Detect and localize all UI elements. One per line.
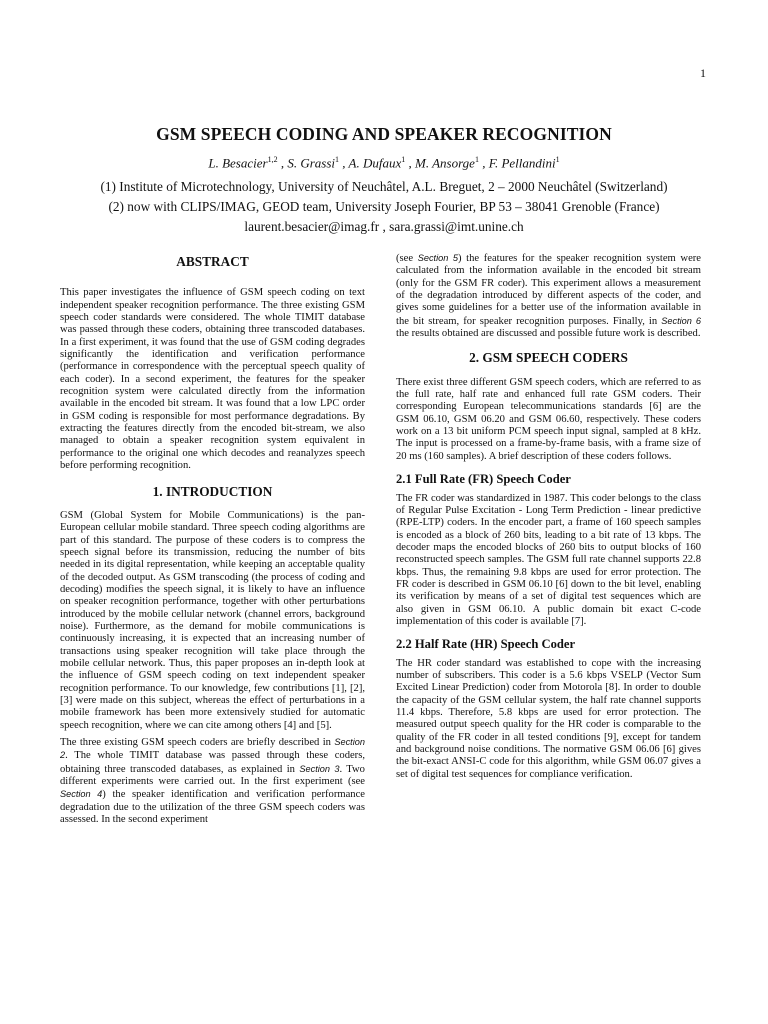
section-reference: Section 2 xyxy=(60,737,365,761)
gsm-coders-heading: 2. GSM SPEECH CODERS xyxy=(469,350,628,366)
author-separator: , xyxy=(277,155,288,171)
author-name: M. Ansorge xyxy=(415,155,475,171)
author-name: A. Dufaux xyxy=(348,155,402,171)
author-name: F. Pellandini xyxy=(488,155,556,171)
author-name: S. Grassi xyxy=(287,155,336,171)
page-number: 1 xyxy=(700,66,706,80)
text-run: ) the features for the speaker recognition system were calculated from the information available in the encoded bit stream (only for the GSM FR coder). This experiment allows a measurement of the degradation introduced by different aspects of the coder, and gives some guidelines for a better use of the information available in the bit stream, for speaker recognition purposes. Finally, in xyxy=(396,253,701,327)
gsm-coders-text: There exist three different GSM speech coders, which are referred to as the full rate, half rate and enhanced full rate GSM coders. Their corresponding European telecommunications standards [6] are the GSM 06.10, GSM 06.20 and GSM 06.60, respectively. These coders work on a 13 bit uniform PCM speech input signal, sampled at 8 kHz. The input is processed on a frame-by-frame basis, with a frame size of 20 ms (160 samples). A brief description of these coders follows. xyxy=(396,376,701,462)
right-column xyxy=(396,252,701,785)
text-run: the results obtained are discussed and possible future work is described. xyxy=(396,328,701,340)
abstract-heading: ABSTRACT xyxy=(176,254,249,269)
author-emails: laurent.besacier@imag.fr , sara.grassi@imt.unine.ch xyxy=(244,219,524,234)
half-rate-heading: 2.2 Half Rate (HR) Speech Coder xyxy=(396,637,576,652)
text-run: The three existing GSM speech coders are briefly described in xyxy=(60,737,335,749)
full-rate-heading: 2.1 Full Rate (FR) Speech Coder xyxy=(396,472,571,487)
section-reference: Section 6 xyxy=(661,315,701,326)
text-run: ) the speaker identification and verification performance degradation due to the utilization of the three GSM speech coders was assessed. In the second experiment xyxy=(60,789,365,826)
text-run: . Two different experiments were carried out. In the first experiment (see xyxy=(60,763,365,788)
author-affiliation-mark: 1 xyxy=(335,155,340,164)
abstract-text: This paper investigates the influence of GSM speech coding on text independent speaker recognition performance. The three existing GSM speech coder standards were considered. The whole TIMIT database was passed through these coders, obtaining three transcoded databases. In a first experiment, it was found that the use of GSM coding degrades significantly the identification and verification performance (performance in correspondence with the perceptual speech quality of each coder). In a second experiment, the features for the speaker recognition system were calculated directly from the information available in the encoded bit stream. It was found that a low LPC order in GSM coding is responsible for most performance degradations. By extracting the features directly from the encoded bit-stream, we also managed to obtain a speaker recognition system equivalent in performance to the original one which decodes and reanalyzes speech before performing recognition. xyxy=(60,287,365,472)
author-name: L. Besacier xyxy=(208,155,268,171)
author-affiliation-mark: 1,2 xyxy=(267,155,278,164)
author-affiliation-mark: 1 xyxy=(555,155,560,164)
paper-title: GSM SPEECH CODING AND SPEAKER RECOGNITION xyxy=(156,124,612,144)
author-list xyxy=(0,155,768,171)
section-reference: Section 5 xyxy=(417,253,458,263)
full-rate-text: The FR coder was standardized in 1987. This coder belongs to the class of Regular Pulse Excitation - Long Term Prediction - linear predictive (RPE-LTP) coders. In the encoder part, a frame of 160 speech samples is encoded as a block of 260 bits, leading to a bit rate of 13 kbps. The decoder maps the encoded blocks of 260 bits to output blocks of 160 reconstructed speech samples. The GSM full rate channel supports 22.8 kbps. Thus, the remaining 9.8 kbps are used for error protection. The FR coder is described in GSM 06.10 [6] down to the bit level, enabling its verification by means of a set of digital test sequences which are also given in GSM 06.10. A public domain bit exact C-code implementation of this coder is available [7]. xyxy=(396,492,701,627)
author-separator: , xyxy=(478,155,489,171)
section-reference: Section 4 xyxy=(60,789,103,800)
text-run: (see xyxy=(396,253,418,264)
author-separator: , xyxy=(339,155,349,171)
section-reference: Section 3 xyxy=(299,763,340,774)
affiliation-1: (1) Institute of Microtechnology, University of Neuchâtel, A.L. Breguet, 2 – 2000 Neuchâtel (Switzerland) xyxy=(100,179,668,194)
introduction-paragraph-2 xyxy=(60,736,365,826)
author-affiliation-mark: 1 xyxy=(474,155,479,164)
introduction-paragraph-1: GSM (Global System for Mobile Communications) is the pan-European cellular mobile standard. Three speech coding algorithms are part of this standard. The purpose of these coders is to compress the speech signal before its transmission, reducing the number of bits needed in its digital representation, while keeping an acceptable quality of the decoded output. As GSM transcoding (the process of coding and decoding) modifies the speech signal, it is likely to have an influence on speaker recognition performance, together with other perturbations introduced by the mobile cellular network (channel errors, background noise). Furthermore, as the demand for mobile communications is continuously increasing, it is expected that an increasing number of transactions using speaker recognition will take place through the mobile cellular network. Thus, this paper proposes an in-depth look at the influence of GSM speech coding on text independent speaker recognition performance. To our knowledge, few contributions [1], [2], [3] were made on this subject, whereas the effect of perturbations in a mobile framework has been more extensively studied for automatic speech recognition, where we can cite among others [4] and [5]. xyxy=(60,509,365,731)
introduction-heading: 1. INTRODUCTION xyxy=(152,483,273,499)
author-separator: , xyxy=(405,155,415,171)
author-affiliation-mark: 1 xyxy=(401,155,406,164)
left-column xyxy=(60,252,365,830)
half-rate-text: The HR coder standard was established to cope with the increasing number of subscribers. This coder is a 5.6 kbps VSELP (Vector Sum Excited Linear Prediction) coder from Motorola [8]. In order to double the capacity of the GSM cellular system, the half rate channel supports 11.4 kbps. Therefore, 5.8 kbps are used for error protection. The measured output speech quality for the HR coder is comparable to the quality of the FR coder in all tested conditions [9], except for tandem and background noise conditions. The normative GSM 06.06 [6] gives the bit-exact ANSI-C code for this algorithm, while GSM 06.07 gives a set of digital test sequences for compliance verification. xyxy=(396,657,701,780)
affiliation-2: (2) now with CLIPS/IMAG, GEOD team, University Joseph Fourier, BP 53 – 38041 Grenoble (France) xyxy=(108,199,660,214)
text-run: . The whole TIMIT database was passed through these coders, obtaining three transcoded databases, as explained in xyxy=(60,750,365,775)
introduction-paragraph-3 xyxy=(396,252,701,340)
